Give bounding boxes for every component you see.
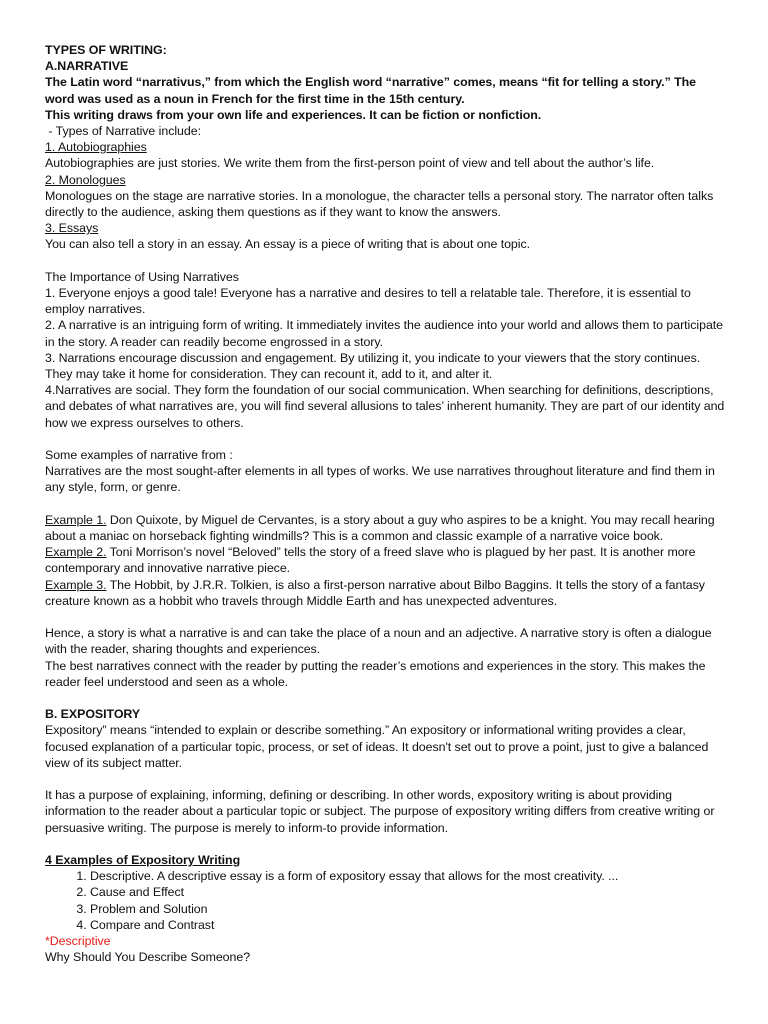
narrative-title: A.NARRATIVE xyxy=(45,59,129,74)
list-item: 4. Compare and Contrast xyxy=(90,917,728,933)
example-text-3: The Hobbit, by J.R.R. Tolkien, is also a first-person narrative about Bilbo Baggins. It tells the story of a fantasy creature known as a hobbit who travels through Middle Earth and has unexpected adventures. xyxy=(45,577,705,608)
document-heading: TYPES OF WRITING: xyxy=(45,43,167,57)
narrative-intro-2: This writing draws from your own life and experiences. It can be fiction or nonfiction. xyxy=(45,107,542,122)
type-text-essays: You can also tell a story in an essay. An essay is a piece of writing that is about one topic. xyxy=(45,237,531,252)
importance-item-2: 2. A narrative is an intriguing form of writing. It immediately invites the audience into your world and allows them to participate in the story. A reader can readily become engrossed in a story. xyxy=(45,318,724,349)
expository-examples-list xyxy=(45,868,728,933)
importance-item-4: 4.Narratives are social. They form the foundation of our social communication. When searching for definitions, descriptions, and debates of what narratives are, you will find several allusions to tales’ inherent humanity. They are part of our identity and how we express ourselves to others. xyxy=(45,383,725,430)
example-paragraph-1 xyxy=(45,512,728,544)
type-text-monologues: Monologues on the stage are narrative stories. In a monologue, the character tells a personal story. The narrator often talks directly to the audience, asking them questions as if they want to know the answers. xyxy=(45,188,714,220)
example-text-2: Toni Morrison’s novel “Beloved” tells the story of a freed slave who is plagued by her past. It is another more contemporary and innovative narrative piece. xyxy=(45,545,696,576)
example-paragraph-2 xyxy=(45,544,728,576)
narrative-intro-1: The Latin word “narrativus,” from which the English word “narrative” comes, means “fit for telling a story.” The word was used as a noun in French for the first time in the 15th century. xyxy=(45,75,696,106)
type-text-autobiographies: Autobiographies are just stories. We write them from the first-person point of view and tell about the author’s life. xyxy=(45,156,655,171)
narrative-conclusion-1: Hence, a story is what a narrative is and can take the place of a noun and an adjective. A narrative story is often a dialogue with the reader, sharing thoughts and experiences. xyxy=(45,626,712,657)
expository-paragraph-2: It has a purpose of explaining, informing, defining or describing. In other words, expository writing is about providing information to the reader about a particular topic or subject. The purpose of expository writing differs from creative writing or persuasive writing. The purpose is merely to inform-to provide information. xyxy=(45,788,715,835)
expository-examples-title: 4 Examples of Expository Writing xyxy=(45,853,241,868)
expository-paragraph-1: Expository” means “intended to explain or describe something.” An expository or informational writing provides a clear, focused explanation of a particular topic, process, or set of ideas. It doesn't set out to prove a point, just to give a balanced view of its subject matter. xyxy=(45,723,709,770)
example-label-1: Example 1. xyxy=(45,512,107,527)
type-title-autobiographies: 1. Autobiographies xyxy=(45,140,147,155)
importance-item-1: 1. Everyone enjoys a good tale! Everyone has a narrative and desires to tell a relatable tale. Therefore, it is essential to employ narratives. xyxy=(45,286,691,317)
importance-title: The Importance of Using Narratives xyxy=(45,269,239,284)
example-label-3: Example 3. xyxy=(45,577,107,592)
narrative-conclusion-2: The best narratives connect with the reader by putting the reader’s emotions and experiences in the story. This makes the reader feel understood and seen as a whole. xyxy=(45,658,706,689)
list-item: 1. Descriptive. A descriptive essay is a form of expository essay that allows for the most creativity. ... xyxy=(90,868,728,884)
type-title-essays: 3. Essays xyxy=(45,221,99,236)
importance-item-3: 3. Narrations encourage discussion and engagement. By utilizing it, you indicate to your viewers that the story continues. They may take it home for consideration. They can recount it, add to it, and alter it. xyxy=(45,350,701,382)
describe-question: Why Should You Describe Someone? xyxy=(45,950,251,965)
type-title-monologues: 2. Monologues xyxy=(45,172,126,187)
descriptive-label: *Descriptive xyxy=(45,934,111,949)
list-item: 3. Problem and Solution xyxy=(90,901,728,917)
examples-intro: Narratives are the most sought-after elements in all types of works. We use narratives throughout literature and find them in any style, form, or genre. xyxy=(45,464,715,495)
narrative-types-intro: - Types of Narrative include: xyxy=(45,124,201,139)
example-paragraph-3 xyxy=(45,577,728,609)
examples-title: Some examples of narrative from : xyxy=(45,448,233,463)
example-label-2: Example 2. xyxy=(45,545,107,560)
expository-title: B. EXPOSITORY xyxy=(45,707,141,722)
example-text-1: Don Quixote, by Miguel de Cervantes, is a story about a guy who aspires to be a knight. You may recall hearing about a maniac on horseback fighting windmills? This is a common and classic example of a narrative voice book. xyxy=(45,512,715,544)
list-item: 2. Cause and Effect xyxy=(90,884,728,900)
